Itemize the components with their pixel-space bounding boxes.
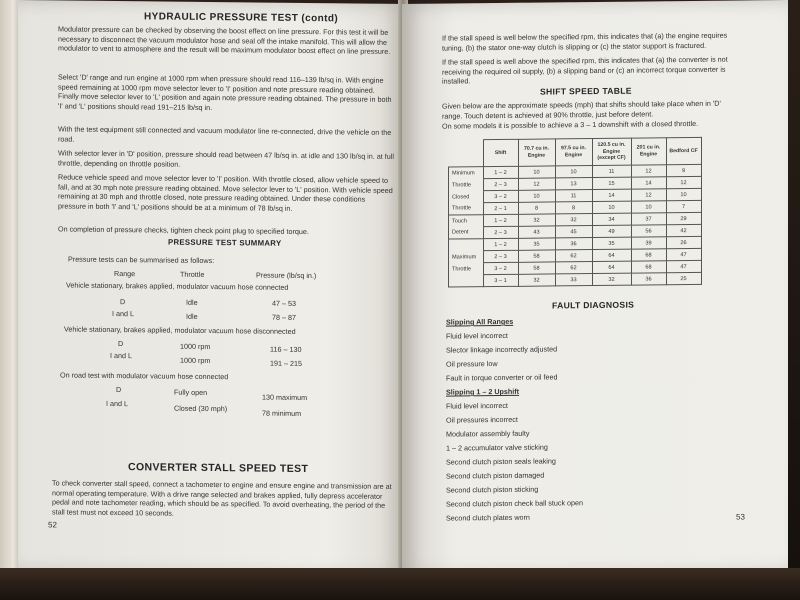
stall-text: To check converter stall speed, connect a tachometer to engine and ensure engine and transmission are at normal operating temperature. With a drive range selected and brakes applied, fully depress accelerator pedal and note tachometer reading, which should be as specified. To avoid overheating, the period of the stall test must not exceed 10 seconds. <box>52 478 392 518</box>
table-cell: 2 – 3 <box>483 226 518 238</box>
table-cell: 35 <box>518 238 555 250</box>
table-cell: 12 <box>631 189 666 201</box>
table-cell: 62 <box>555 262 592 274</box>
table-surface <box>0 568 800 600</box>
table-cell: 29 <box>666 212 701 224</box>
table-cell: 64 <box>592 249 631 261</box>
fault-title: FAULT DIAGNOSIS <box>552 299 635 311</box>
table-cell: 10 <box>555 166 592 178</box>
column-header: 120.5 cu in. Engine (except CF) <box>592 138 631 165</box>
cell: 130 maximum <box>262 392 308 403</box>
cell: 78 minimum <box>262 408 302 418</box>
table-cell: 9 <box>666 164 701 176</box>
table-cell: 58 <box>518 262 555 274</box>
table-cell: 35 <box>592 237 631 249</box>
table-cell: 32 <box>592 273 631 285</box>
table-cell: 64 <box>592 261 631 273</box>
row-label <box>449 275 484 287</box>
table-cell: 12 <box>518 178 555 190</box>
paragraph: Given below are the approximate speeds (mph) that shifts should take place when in 'D' range. Touch detent is achieved at 90% throttle, just before detent. <box>442 98 721 121</box>
cell: 78 – 87 <box>272 312 296 322</box>
fault-item: Fault in torque converter or oil feed <box>446 372 558 383</box>
row-label: Throttle <box>449 263 484 275</box>
paragraph: Select 'D' range and run engine at 1000 rpm when pressure should read 116–139 lb/sq in. With engine speed remaining at 1000 rpm move selector lever to 'I' position and note pressure reading obtained. Finally move selector lever to 'L' position and again note pressure reading obtained. The pressure in both 'I' and 'L' positions should read 191–215 lb/sq in. <box>58 72 392 112</box>
summary-intro: Pressure tests can be summarised as follows: <box>68 254 215 266</box>
fault-item: Oil pressures incorrect <box>446 414 518 425</box>
cell: Closed (30 mph) <box>174 403 228 414</box>
fault-item: Second clutch piston check ball stuck open <box>446 498 584 509</box>
table-cell: 3 – 2 <box>483 262 518 274</box>
table-cell: 33 <box>555 274 592 286</box>
table-cell: 12 <box>666 176 701 188</box>
shift-title: SHIFT SPEED TABLE <box>540 85 632 97</box>
group-heading: Vehicle stationary, brakes applied, modulator vacuum hose connected <box>66 280 289 292</box>
cell: D <box>120 297 126 307</box>
column-header: 97.5 cu in. Engine <box>555 139 592 166</box>
fault-item: Slector linkage incorrectly adjusted <box>446 344 558 355</box>
column-header: Bedford CF <box>666 137 701 164</box>
page-number: 53 <box>736 512 745 522</box>
table-cell: 3 – 2 <box>483 190 518 202</box>
cell: 47 – 53 <box>272 298 296 308</box>
table-cell: 36 <box>555 238 592 250</box>
table-cell: 49 <box>592 225 631 237</box>
table-cell: 12 <box>631 165 666 177</box>
paragraph: On some models it is possible to achieve a 3 – 1 downshift with a closed throttle. <box>442 118 699 131</box>
table-cell: 2 – 3 <box>483 250 518 262</box>
paragraph: With selector lever in 'D' position, pressure should read between 47 lb/sq in. at idle and 130 lb/sq in. at full throttle, depending on throttle position. <box>58 148 394 169</box>
shift-speed-table <box>448 137 702 288</box>
row-label: Minimum <box>449 167 484 179</box>
table-cell: 34 <box>592 213 631 225</box>
row-label: Detent <box>449 227 484 239</box>
group-heading: Vehicle stationary, brakes applied, modulator vacuum hose disconnected <box>64 324 296 336</box>
col-pressure: Pressure (lb/sq in.) <box>256 270 317 281</box>
table-cell: 1 – 2 <box>483 238 518 250</box>
page-title: HYDRAULIC PRESSURE TEST (contd) <box>144 11 339 25</box>
row-label: Closed <box>449 191 484 203</box>
row-label: Maximum <box>449 251 484 263</box>
table-cell: 26 <box>666 236 701 248</box>
row-label <box>449 239 484 251</box>
fault-item: Oil pressure low <box>446 359 498 369</box>
table-cell: 36 <box>631 273 666 285</box>
table-cell: 10 <box>592 201 631 213</box>
summary-title: PRESSURE TEST SUMMARY <box>168 237 282 248</box>
page-number: 52 <box>48 520 57 530</box>
paragraph: If the stall speed is well above the specified rpm, this indicates that (a) the converter is not receiving the required oil supply, (b) a slipping band or (c) an incorrect torque converter is installed. <box>442 54 728 86</box>
cell: 191 – 215 <box>270 358 302 368</box>
cell: D <box>118 339 124 349</box>
table-cell: 39 <box>631 237 666 249</box>
paragraph: If the stall speed is well below the specified rpm, this indicates that (a) the engine requires tuning, (b) the stator one-way clutch is slipping or (c) the stator support is fractured. <box>442 30 728 53</box>
right-page <box>402 0 788 576</box>
table-cell: 42 <box>666 224 701 236</box>
table-cell: 68 <box>631 261 666 273</box>
table-cell: 1 – 2 <box>483 166 518 178</box>
table-cell: 13 <box>555 178 592 190</box>
table-cell: 10 <box>518 166 555 178</box>
table-cell: 32 <box>518 274 555 286</box>
table-cell: 47 <box>666 260 701 272</box>
table-cell: 56 <box>631 225 666 237</box>
table-row <box>449 272 702 287</box>
fault-item: 1 – 2 accumulator valve sticking <box>446 442 548 453</box>
left-page <box>18 0 404 576</box>
paragraph: Reduce vehicle speed and move selector lever to 'I' position. With throttle closed, allow vehicle speed to fall, and at 30 mph note pressure reading obtained. Move selector lever to 'L' position. With vehicle speed remaining at 30 mph and throttle closed, note pressure reading obtained. Under these conditions pressure in both 'I' and 'L' positions should be at a minimum of 78 lb/sq in. <box>58 172 393 213</box>
cell: I and L <box>110 350 132 361</box>
table-cell: 25 <box>666 272 701 284</box>
table-cell: 58 <box>518 250 555 262</box>
cell: Fully open <box>174 387 208 397</box>
table-header-row <box>449 137 702 167</box>
column-header: Shift <box>483 139 518 166</box>
table-cell: 11 <box>592 165 631 177</box>
table-cell: 11 <box>555 190 592 202</box>
cell: D <box>116 385 122 395</box>
fault-item: Fluid level incorrect <box>446 330 508 341</box>
table-cell: 1 – 2 <box>483 214 518 226</box>
fault-heading: Slipping 1 – 2 Upshift <box>446 386 520 397</box>
cell: 1000 rpm <box>180 341 211 352</box>
fault-item: Modulator assembly faulty <box>446 428 530 439</box>
col-range: Range <box>114 269 136 279</box>
table-cell: 14 <box>631 177 666 189</box>
fault-item: Second clutch piston damaged <box>446 470 545 481</box>
fault-heading: Slipping All Ranges <box>446 316 514 327</box>
table-cell: 47 <box>666 248 701 260</box>
table-cell: 2 – 3 <box>483 178 518 190</box>
table-cell: 8 <box>518 202 555 214</box>
row-label: Throttle <box>449 203 484 215</box>
table-cell: 7 <box>666 200 701 212</box>
stall-title: CONVERTER STALL SPEED TEST <box>128 461 309 476</box>
paragraph: Modulator pressure can be checked by observing the boost effect on line pressure. For this test it will be necessary to disconnect the vacuum modulator hose and seal off the intake manifold. This will allow the modulator to vent to atmosphere and the result will be maximum modulator boost effect on line pressure. <box>58 24 391 57</box>
column-header: 70.7 cu in. Engine <box>518 139 555 166</box>
paragraph: On completion of pressure checks, tighten check point plug to specified torque. <box>58 224 309 237</box>
group-heading: On road test with modulator vacuum hose connected <box>60 370 229 382</box>
table-cell: 32 <box>518 214 555 226</box>
fault-item: Fluid level incorrect <box>446 400 508 411</box>
cell: Idle <box>186 311 198 321</box>
table-cell: 10 <box>518 190 555 202</box>
fault-item: Second clutch piston seals leaking <box>446 456 556 467</box>
table-cell: 43 <box>518 226 555 238</box>
cell: I and L <box>106 398 128 409</box>
table-cell: 10 <box>666 188 701 200</box>
col-throttle: Throttle <box>180 269 205 279</box>
table-cell: 14 <box>592 189 631 201</box>
fault-item: Second clutch piston sticking <box>446 484 539 495</box>
cell: 1000 rpm <box>180 355 211 366</box>
table-cell: 10 <box>631 201 666 213</box>
table-cell: 62 <box>555 250 592 262</box>
cell: Idle <box>186 297 198 307</box>
table-cell: 68 <box>631 249 666 261</box>
table-cell: 2 – 1 <box>483 202 518 214</box>
cell: I and L <box>112 308 134 319</box>
table-cell: 3 – 1 <box>483 274 518 286</box>
cell: 116 – 130 <box>270 344 302 354</box>
row-label: Throttle <box>449 179 484 191</box>
table-corner <box>449 140 484 167</box>
table-cell: 37 <box>631 213 666 225</box>
fault-item: Second clutch plates worn <box>446 512 530 523</box>
table-cell: 32 <box>555 214 592 226</box>
table-cell: 15 <box>592 177 631 189</box>
column-header: 201 cu in. Engine <box>631 138 666 165</box>
table-cell: 8 <box>555 202 592 214</box>
paragraph: With the test equipment still connected and vacuum modulator line re-connected, drive the vehicle on the road. <box>58 124 392 144</box>
row-label: Touch <box>449 215 484 227</box>
table-cell: 45 <box>555 226 592 238</box>
